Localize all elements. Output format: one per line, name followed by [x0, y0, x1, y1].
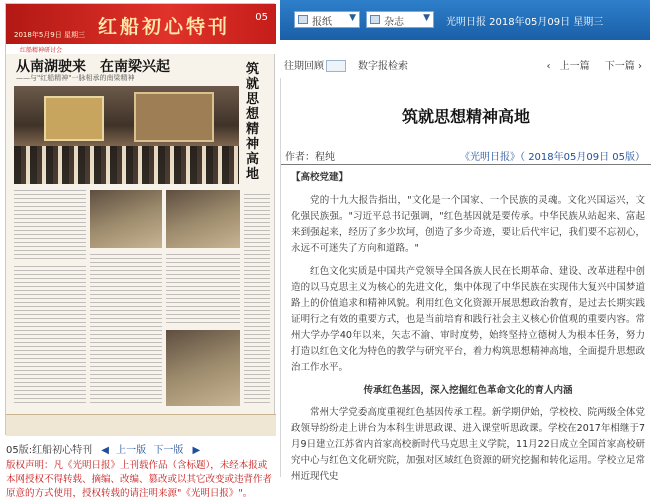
article-subheading: 传承红色基因，深入挖掘红色革命文化的育人内涵 — [363, 385, 573, 396]
newspaper-text-column[interactable] — [14, 266, 86, 406]
article-panel — [280, 78, 650, 482]
newspaper-vertical-title[interactable]: 筑就思想精神高地 — [246, 62, 260, 182]
article-paragraph: 常州大学党委高度重视红色基因传承工程。新学期伊始，学校校、院两级全体党政领导纷纷走上讲台为本科生讲思政课、进入课堂听思政课。学校在2017年相继于7月9日建立江苏省内首家高校新时代马克思主义学院，11月22日成立全国首家高校研究中心与红色文化研究院，加强对区域红色资源的研究挖掘和转化运用。学校立足常州近现代史 — [291, 407, 645, 482]
paper-select[interactable] — [294, 11, 360, 28]
photo-exhibit-panel — [44, 96, 104, 141]
article-section-heading: 【高校党建】 — [291, 172, 349, 183]
newspaper-section-tag — [6, 44, 276, 54]
article-title: 筑就思想精神高地 — [401, 107, 530, 126]
newspaper-page-number: 05 — [255, 12, 268, 23]
copyright-notice: 版权声明：凡《光明日报》上刊载作品（含标题），未经本报或本网授权不得转载、摘编、改编、篡改或以其它改变或违背作者原意的方式使用，授权转载的请注明来源"《光明日报》"。 — [6, 460, 273, 499]
newspaper-section-tag-text: 红船精神研讨会 — [20, 47, 63, 54]
magazine-icon — [370, 15, 380, 24]
digital-search-link[interactable]: 数字报检索 — [358, 61, 408, 72]
newspaper-subheadline: ——与"红船精神"一脉相承的南梁精神 — [16, 74, 135, 82]
next-page-icon[interactable]: ▶ — [192, 445, 201, 456]
newspaper-icon — [298, 15, 308, 24]
left-panel — [0, 0, 280, 499]
newspaper-photo[interactable] — [90, 190, 162, 248]
sub-navigation — [280, 52, 650, 74]
article-body — [291, 170, 645, 492]
newspaper-footer-strip — [6, 414, 276, 436]
article-meta — [281, 145, 651, 165]
next-article-link[interactable]: 下一篇 › — [604, 61, 642, 72]
current-column-label: 05版:红船初心特刊 — [6, 445, 93, 456]
newspaper-text-column[interactable] — [244, 194, 270, 404]
next-article-label: 下一篇 — [604, 61, 635, 72]
photo-crowd — [14, 146, 239, 184]
newspaper-banner-title: 红船初心特刊 — [98, 16, 231, 38]
toolbar-date: 光明日报 2018年05月09日 星期三 — [446, 17, 604, 28]
newspaper-banner — [6, 4, 276, 44]
date-picker-icon[interactable] — [326, 60, 346, 72]
chevron-down-icon: ▼ — [349, 13, 356, 23]
article-pager — [540, 57, 642, 72]
article-paragraph: 党的十九大报告指出，"文化是一个国家、一个民族的灵魂。文化兴国运兴，文化强民族强。"习近平总书记强调，"红色基因就是要传承。中华民族从站起来、富起来到强起来，经历了多少坎坷，创造了多少奇迹，要让后代牢记，我们要不忘初心，永远不可迷失了方向和道路。" — [291, 195, 645, 254]
prev-article-label: 上一篇 — [559, 61, 590, 72]
past-review-label: 往期回顾 — [284, 61, 324, 72]
newspaper-page-image[interactable] — [5, 3, 275, 435]
newspaper-text-column[interactable] — [166, 254, 240, 324]
newspaper-photo[interactable] — [166, 330, 240, 406]
paper-select-value: 报纸 — [312, 17, 332, 28]
article-paragraph: 红色文化实质是中国共产党领导全国各族人民在长期革命、建设、改革进程中创造的以马克思主义为核心的先进文化，集中体现了中华民族在实现伟大复兴中国梦道路上的价值追求和精神风貌。利用红色文化资源开展思想政治教育，是过去长期实践证明行之有效的重要方式，也是当前培育和践行社会主义核心价值观的重要内容。常州大学办学40年以来，矢志不渝、审时度势，始终坚持立德树人为根本任务，努力打造以红色文化为特色的教学与研究平台，着力构筑思想精神高地，全面提升思想政治工作水平。 — [291, 266, 645, 373]
prev-article-link[interactable]: ‹ 上一篇 — [546, 61, 590, 72]
photo-exhibit-panel — [134, 92, 214, 142]
prev-page-link[interactable]: 上一版 — [116, 445, 147, 456]
newspaper-banner-date: 2018年5月9日 星期三 — [14, 31, 85, 39]
prev-page-icon[interactable]: ◀ — [101, 445, 109, 456]
article-author: 作者：程纯 — [285, 152, 335, 163]
newspaper-text-column[interactable] — [14, 190, 86, 260]
next-page-link[interactable]: 下一版 — [153, 445, 184, 456]
newspaper-photo[interactable] — [166, 190, 240, 248]
magazine-select-value: 杂志 — [384, 17, 404, 28]
newspaper-text-column[interactable] — [90, 254, 162, 404]
past-review-link[interactable] — [284, 57, 346, 72]
top-toolbar — [280, 0, 650, 40]
page-navigation — [6, 441, 200, 456]
article-source[interactable]: 《光明日报》（ 2018年05月09日 05版） — [460, 152, 645, 163]
chevron-down-icon: ▼ — [423, 13, 430, 23]
newspaper-headline[interactable]: 从南湖驶来 在南梁兴起 — [16, 59, 170, 75]
magazine-select[interactable] — [366, 11, 434, 28]
newspaper-main-photo[interactable] — [14, 86, 239, 184]
